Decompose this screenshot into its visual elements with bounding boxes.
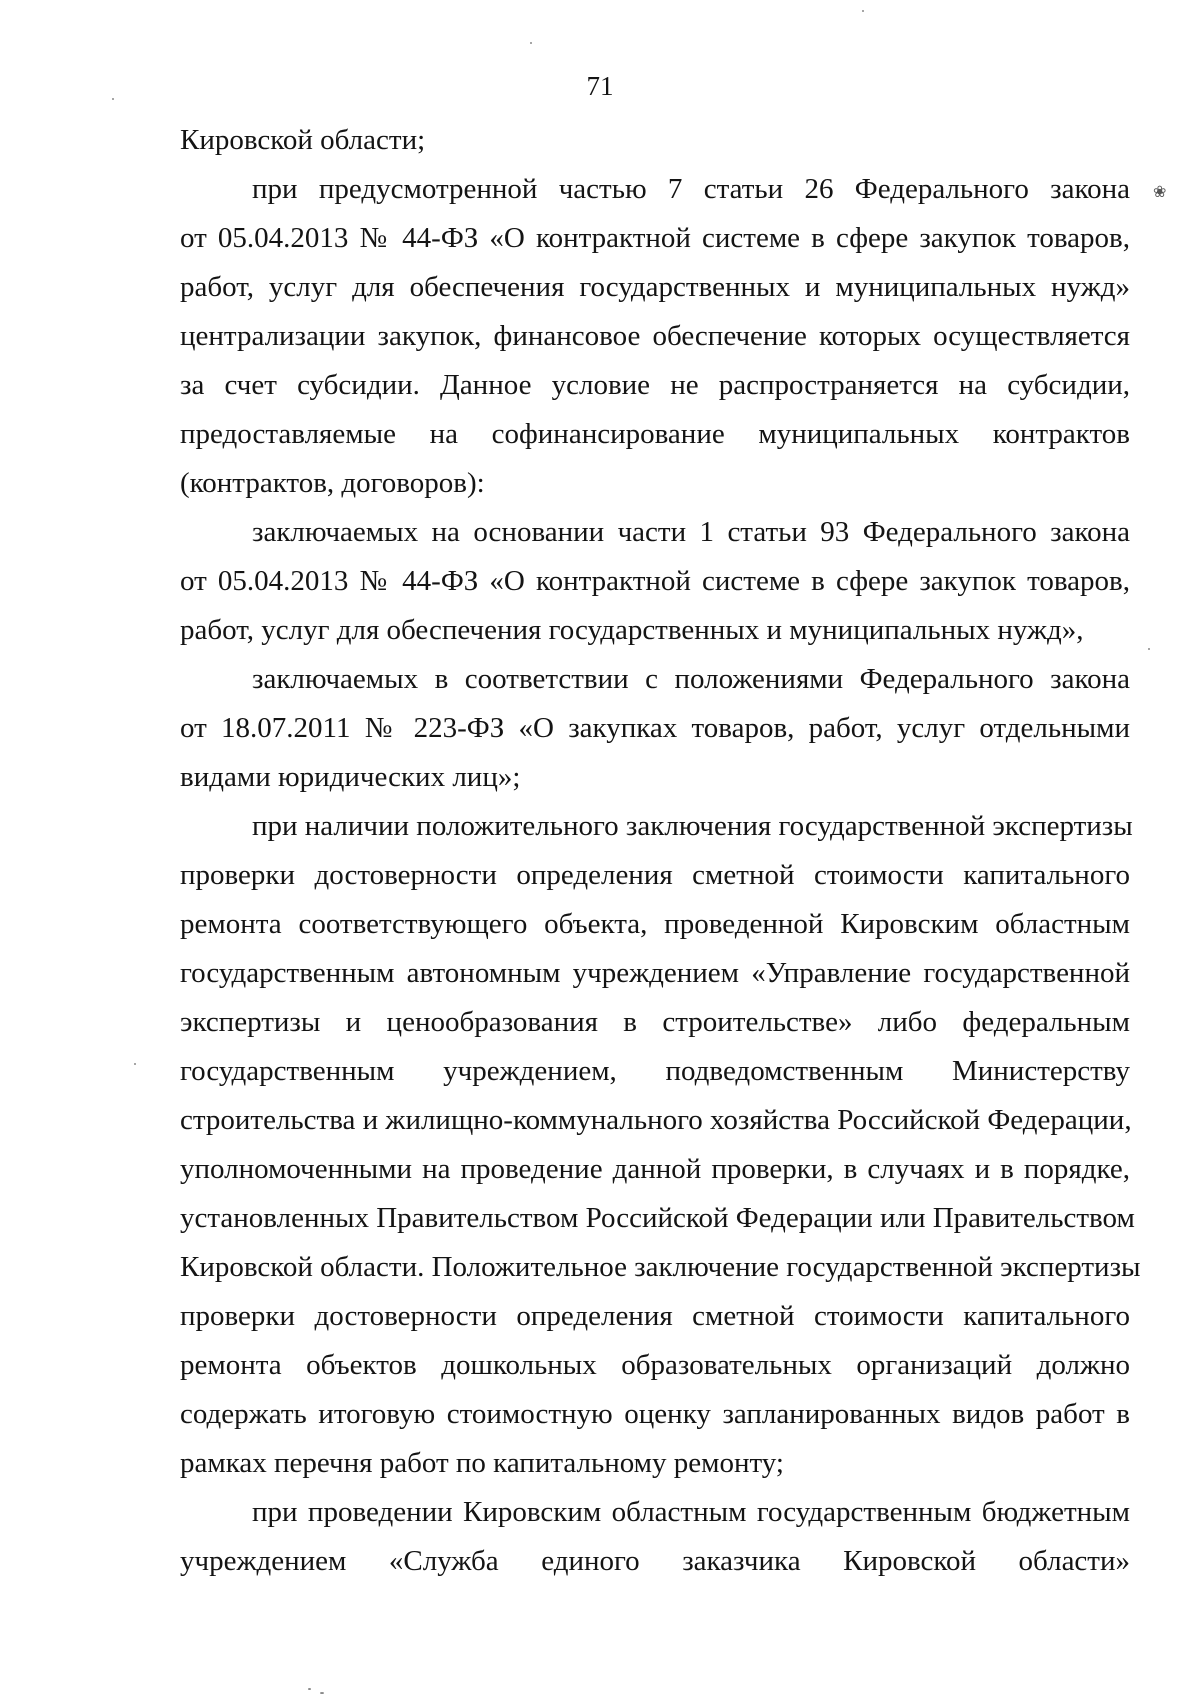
text-line: заключаемых на основании части 1 статьи 93 Федерального закона (252, 516, 1130, 548)
text-line: рамках перечня работ по капитальному ремонту; (180, 1447, 784, 1479)
scan-speck-icon (308, 1688, 311, 1690)
text-line: государственным автономным учреждением «Управление государственной (180, 957, 1130, 989)
text-line: видами юридических лиц»; (180, 761, 521, 793)
text-line: при проведении Кировским областным государственным бюджетным (252, 1496, 1130, 1528)
scan-speck-icon (320, 1692, 324, 1694)
paragraph (180, 655, 1130, 802)
text-line: при предусмотренной частью 7 статьи 26 Федерального закона (252, 173, 1130, 205)
text-line: содержать итоговую стоимостную оценку запланированных видов работ в (180, 1398, 1130, 1430)
text-line: государственным учреждением, подведомственным Министерству (180, 1055, 1130, 1087)
text-line: заключаемых в соответствии с положениями Федерального закона (252, 663, 1130, 695)
text-line: предоставляемые на софинансирование муниципальных контрактов (180, 418, 1130, 450)
text-line: централизации закупок, финансовое обеспечение которых осуществляется (180, 320, 1130, 352)
text-line: (контрактов, договоров): (180, 467, 485, 499)
scan-speck-icon (134, 1063, 136, 1065)
text-line: работ, услуг для обеспечения государственных и муниципальных нужд», (180, 614, 1084, 646)
text-line: работ, услуг для обеспечения государственных и муниципальных нужд» (180, 271, 1130, 303)
scan-speck-icon (1148, 648, 1150, 650)
scan-speck-icon (862, 10, 864, 12)
text-line: от 18.07.2011 № 223-ФЗ «О закупках товаров, работ, услуг отдельными (180, 712, 1130, 744)
scan-speck-icon (112, 98, 114, 100)
text-line: установленных Правительством Российской Федерации или Правительством (180, 1202, 1135, 1234)
text-line: ремонта объектов дошкольных образовательных организаций должно (180, 1349, 1130, 1381)
paragraph (180, 116, 1130, 165)
text-line: уполномоченными на проведение данной проверки, в случаях и в порядке, (180, 1153, 1130, 1185)
page-number: 71 (586, 71, 614, 101)
text-line: ремонта соответствующего объекта, проведенной Кировским областным (180, 908, 1130, 940)
text-line: при наличии положительного заключения государственной экспертизы (252, 810, 1133, 842)
text-line: Кировской области; (180, 124, 426, 156)
text-line: от 05.04.2013 № 44-ФЗ «О контрактной системе в сфере закупок товаров, (180, 565, 1130, 597)
text-line: проверки достоверности определения сметной стоимости капитального (180, 1300, 1130, 1332)
scan-speck-icon (530, 42, 532, 44)
text-line: учреждением «Служба единого заказчика Кировской области» (180, 1545, 1130, 1577)
text-line: проверки достоверности определения сметной стоимости капитального (180, 859, 1130, 891)
document-body (180, 116, 1141, 1586)
paragraph (180, 508, 1130, 655)
text-line: за счет субсидии. Данное условие не распространяется на субсидии, (180, 369, 1130, 401)
text-line: от 05.04.2013 № 44-ФЗ «О контрактной системе в сфере закупок товаров, (180, 222, 1130, 254)
text-line: строительства и жилищно-коммунального хозяйства Российской Федерации, (180, 1104, 1132, 1136)
margin-mark-icon: ❀ (1153, 184, 1167, 201)
paragraph (180, 1488, 1130, 1586)
paragraph (180, 165, 1130, 508)
text-line: экспертизы и ценообразования в строительстве» либо федеральным (180, 1006, 1130, 1038)
paragraph (180, 802, 1141, 1488)
text-line: Кировской области. Положительное заключение государственной экспертизы (180, 1251, 1141, 1283)
